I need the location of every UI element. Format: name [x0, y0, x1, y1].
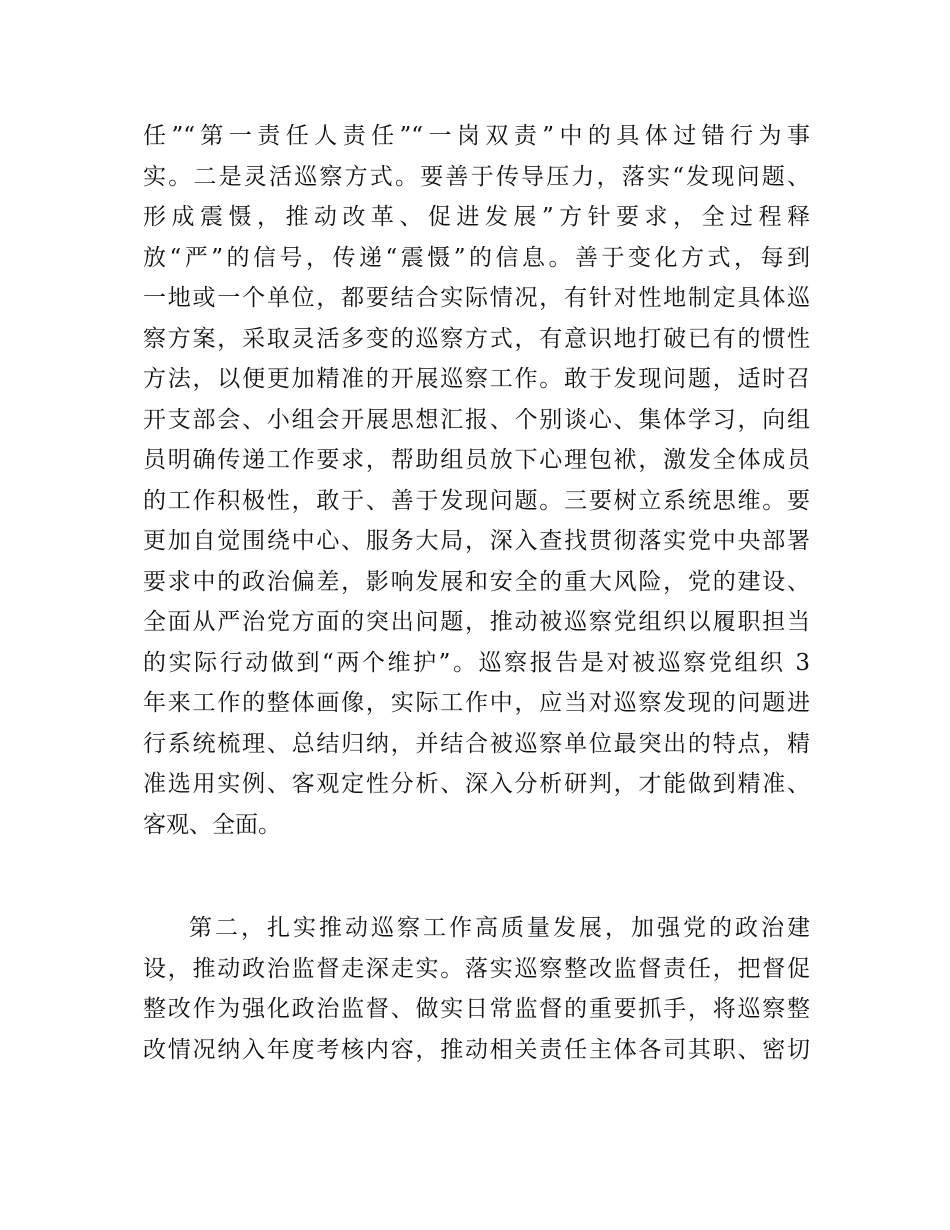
paragraph-1-line-2: 实。二是灵活巡察方式。要善于传导压力，落实“发现问题、 — [143, 163, 810, 190]
paragraph-1 — [143, 116, 810, 845]
paragraph-1-line-18: 客观、全面。 — [143, 811, 281, 838]
paragraph-2-line-1: 第二，扎实推动巡察工作高质量发展，加强党的政治建 — [189, 915, 810, 941]
paragraph-1-line-7: 方法，以便更加精准的开展巡察工作。敢于发现问题，适时召 — [143, 366, 810, 392]
paragraph-1-line-3: 形成震慑，推动改革、促进发展”方针要求，全过程释 — [143, 204, 810, 230]
paragraph-1-line-16: 行系统梳理、总结归纳，并结合被巡察单位最突出的特点，精 — [143, 730, 810, 757]
paragraph-1-line-9: 员明确传递工作要求，帮助组员放下心理包袱，激发全体成员 — [143, 447, 810, 473]
paragraph-1-line-17: 准选用实例、客观定性分析、深入分析研判，才能做到精准、 — [143, 771, 810, 797]
paragraph-1-line-5: 一地或一个单位，都要结合实际情况，有针对性地制定具体巡 — [143, 285, 810, 311]
paragraph-2 — [143, 908, 810, 1070]
paragraph-1-line-12: 要求中的政治偏差，影响发展和安全的重大风险，党的建设、 — [143, 568, 810, 595]
paragraph-1-line-4: 放“严”的信号，传递“震慑”的信息。善于变化方式，每到 — [143, 244, 810, 271]
paragraph-1-line-15: 年来工作的整体画像，实际工作中，应当对巡察发现的问题进 — [143, 690, 810, 716]
paragraph-1-line-8: 开支部会、小组会开展思想汇报、个别谈心、集体学习，向组 — [143, 406, 810, 433]
paragraph-2-line-2: 设，推动政治监督走深走实。落实巡察整改监督责任，把督促 — [143, 955, 810, 982]
paragraph-1-line-6: 察方案，采取灵活多变的巡察方式，有意识地打破已有的惯性 — [143, 325, 810, 352]
paragraph-1-line-14: 的实际行动做到“两个维护”。巡察报告是对被巡察党组织 3 — [143, 649, 810, 676]
paragraph-2-line-3: 整改作为强化政治监督、做实日常监督的重要抓手，将巡察整 — [143, 996, 810, 1022]
paragraph-1-line-1: 任”“第一责任人责任”“一岗双责”中的具体过错行为事 — [143, 123, 810, 149]
paragraph-2-line-4: 改情况纳入年度考核内容，推动相关责任主体各司其职、密切 — [143, 1036, 810, 1063]
paragraph-1-line-10: 的工作积极性，敢于、善于发现问题。三要树立系统思维。要 — [143, 487, 810, 514]
paragraph-1-line-13: 全面从严治党方面的突出问题，推动被巡察党组织以履职担当 — [143, 609, 810, 635]
paragraph-1-line-11: 更加自觉围绕中心、服务大局，深入查找贯彻落实党中央部署 — [143, 528, 810, 554]
